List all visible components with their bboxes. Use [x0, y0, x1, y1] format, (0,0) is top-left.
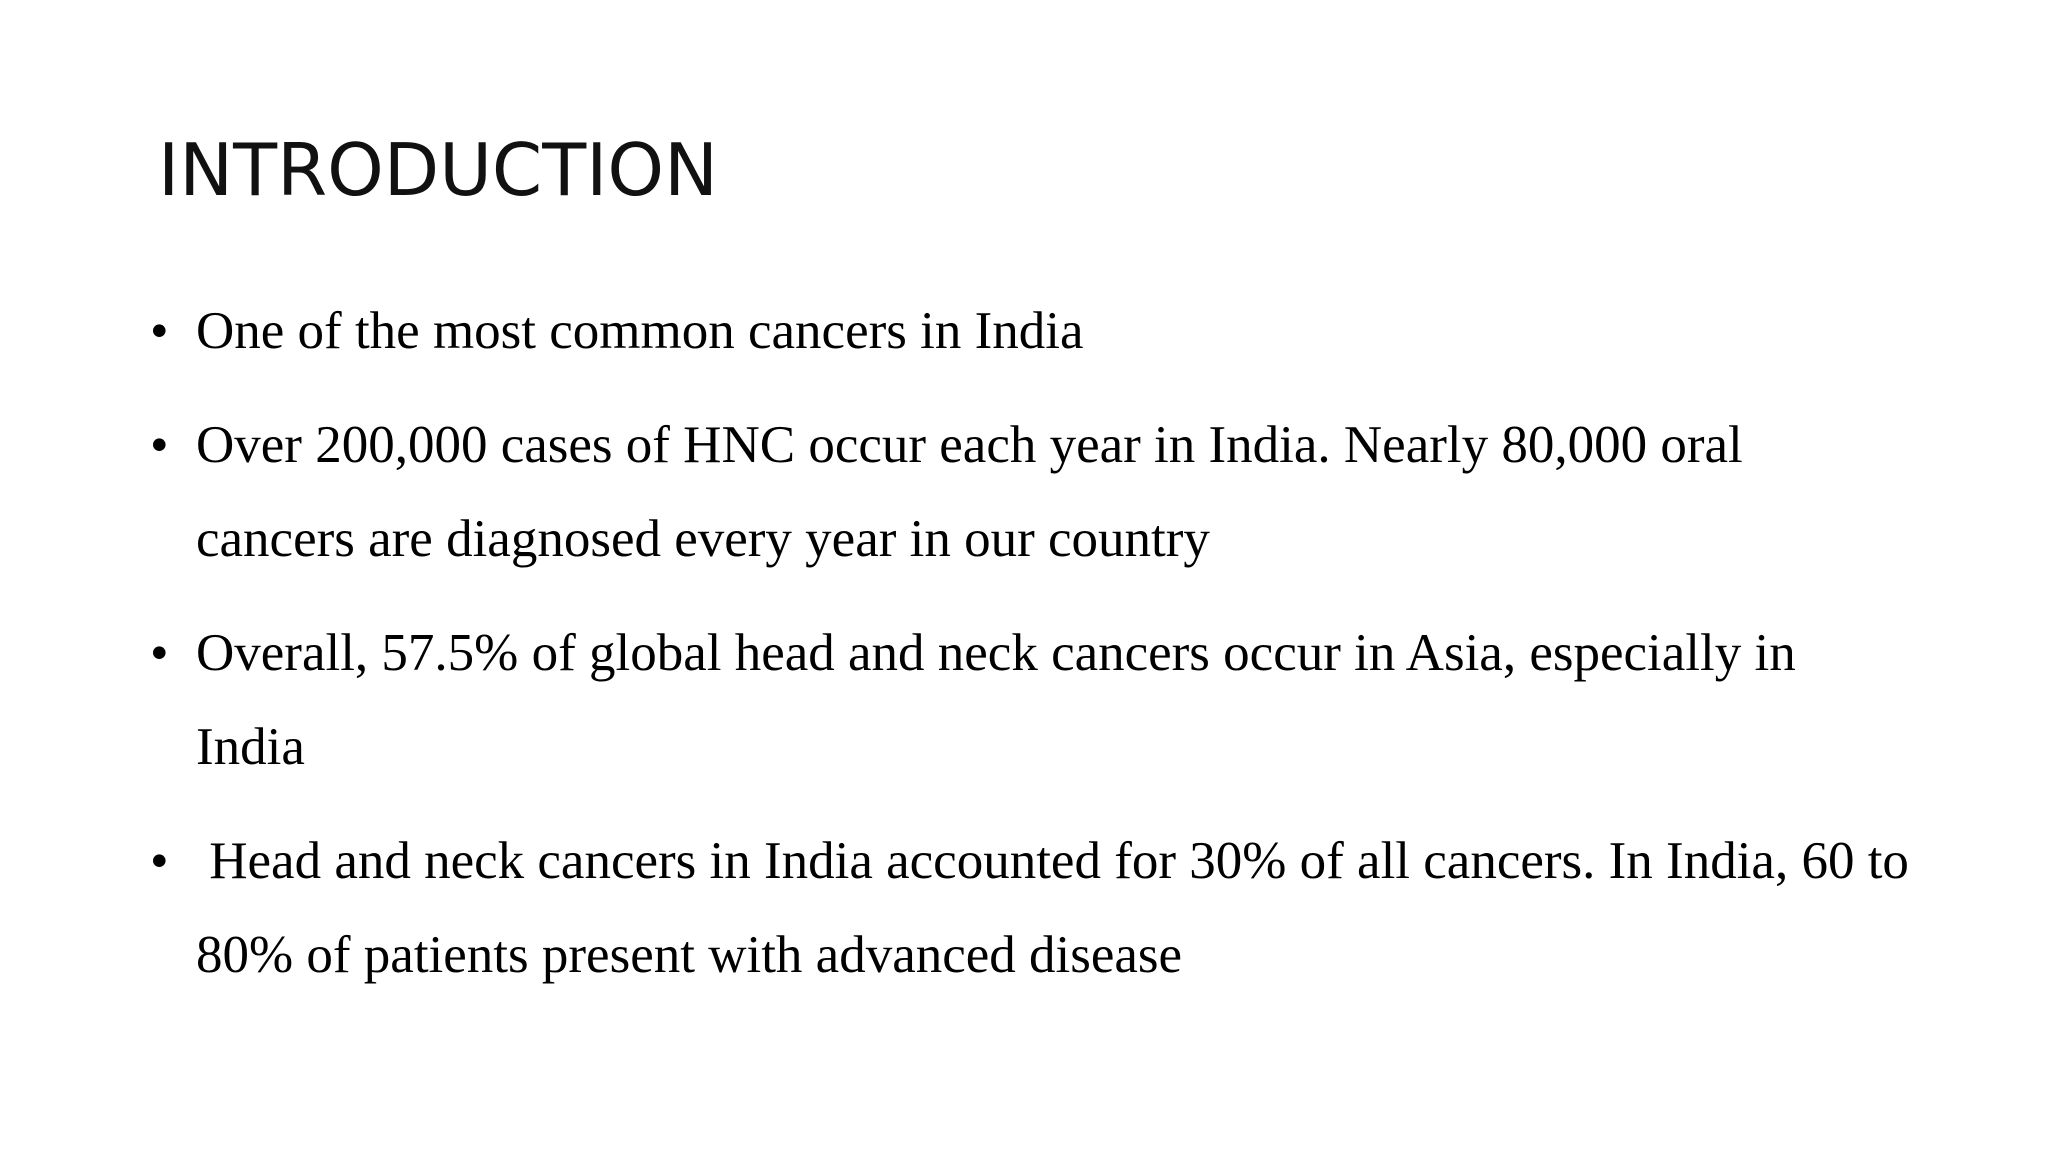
slide-title: INTRODUCTION: [158, 128, 718, 212]
bullet-text: One of the most common cancers in India: [196, 302, 1084, 360]
bullet-list: [150, 284, 1923, 1022]
bullet-icon: •: [150, 832, 169, 890]
bullet-text: Head and neck cancers in India accounted for 30% of all cancers. In India, 60 to 80% of patients present with advanced disease: [196, 832, 1923, 984]
bullet-icon: •: [150, 416, 169, 474]
bullet-item: [150, 284, 1910, 378]
bullet-text: Overall, 57.5% of global head and neck cancers occur in Asia, especially in India: [196, 624, 1796, 776]
bullet-item: [150, 606, 1910, 794]
bullet-item: [150, 814, 1923, 1002]
bullet-text: Over 200,000 cases of HNC occur each year in India. Nearly 80,000 oral cancers are diagnosed every year in our country: [196, 416, 1743, 568]
bullet-icon: •: [150, 624, 169, 682]
bullet-item: [150, 398, 1910, 586]
bullet-icon: •: [150, 302, 169, 360]
